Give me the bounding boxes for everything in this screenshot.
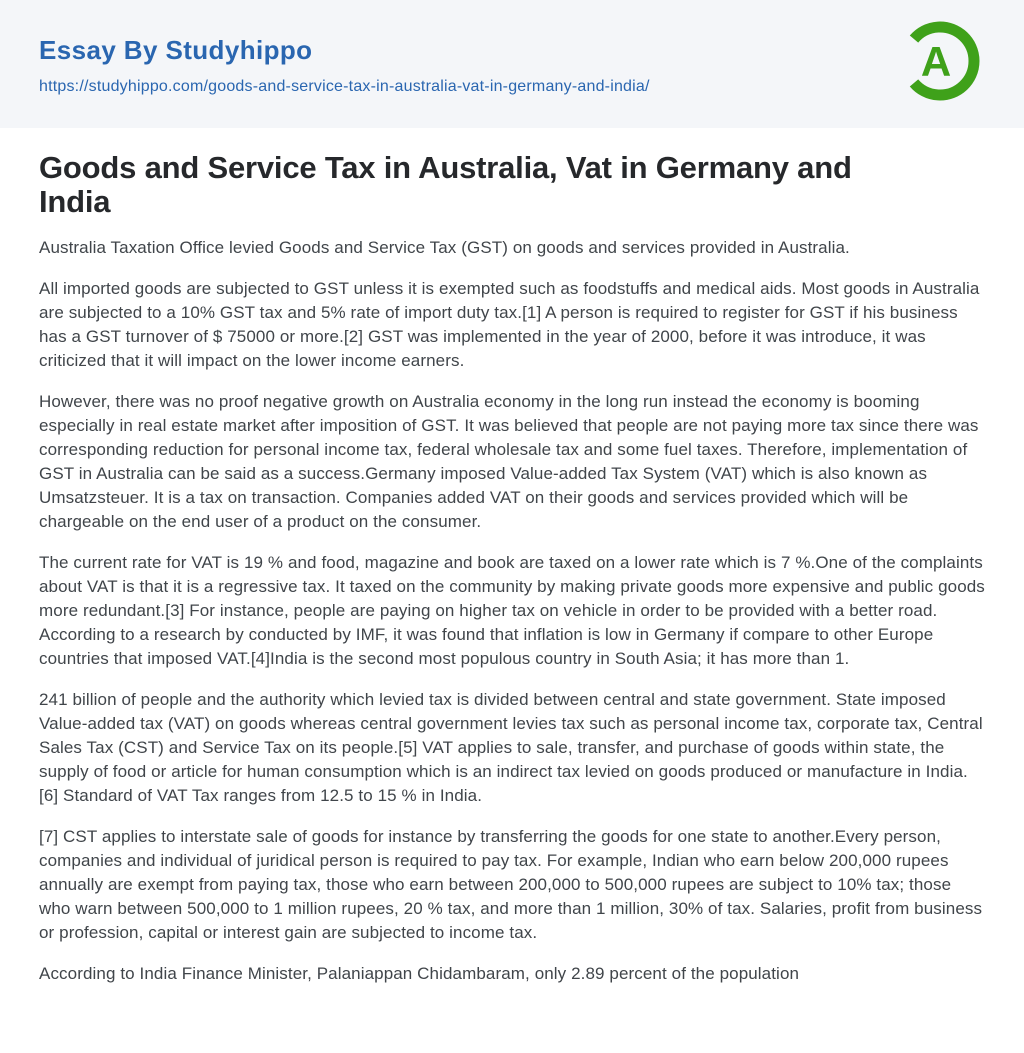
- site-title: Essay By Studyhippo: [39, 35, 313, 65]
- article-body: [39, 236, 985, 986]
- logo-letter: A: [920, 38, 952, 85]
- article-title: Goods and Service Tax in Australia, Vat in Germany and India: [39, 150, 852, 219]
- article-paragraph-6: [7] CST applies to interstate sale of goods for instance by transferring the goods for one state to another.Every person, companies and individual of juridical person is required to pay tax. For example, Indian who earn below 200,000 rupees annually are exempt from paying tax, those who earn between 200,000 to 500,000 rupees are subject to 10% tax; those who warn between 500,000 to 1 million rupees, 20 % tax, and more than 1 million, 30% of tax. Salaries, profit from business or profession, capital or interest gain are subjected to income tax.: [39, 827, 983, 942]
- article: [0, 128, 1024, 986]
- article-paragraph-1: Australia Taxation Office levied Goods and Service Tax (GST) on goods and services provided in Australia.: [39, 238, 850, 257]
- article-paragraph-3: However, there was no proof negative growth on Australia economy in the long run instead the economy is booming especially in real estate market after imposition of GST. It was believed that people are not paying more tax since there was corresponding reduction for personal income tax, federal wholesale tax and some fuel taxes. Therefore, implementation of GST in Australia can be said as a success.Germany imposed Value-added Tax System (VAT) which is also known as Umsatzsteuer. It is a tax on transaction. Companies added VAT on their goods and services provided which will be chargeable on the end user of a product on the consumer.: [39, 392, 979, 531]
- article-paragraph-2: All imported goods are subjected to GST unless it is exempted such as foodstuffs and medical aids. Most goods in Australia are subjected to a 10% GST tax and 5% rate of import duty tax.[1] A person is required to register for GST if his business has a GST turnover of $ 75000 or more.[2] GST was implemented in the year of 2000, before it was introduce, it was criticized that it will impact on the lower income earners.: [39, 279, 980, 370]
- logo-arc-icon: [895, 16, 985, 106]
- article-paragraph-7: According to India Finance Minister, Palaniappan Chidambaram, only 2.89 percent of the population: [39, 964, 800, 983]
- article-paragraph-5: 241 billion of people and the authority which levied tax is divided between central and state government. State imposed Value-added tax (VAT) on goods whereas central government levies tax such as personal income tax, corporate tax, Central Sales Tax (CST) and Service Tax on its people.[5] VAT applies to sale, transfer, and purchase of goods within state, the supply of food or article for human consumption which is an indirect tax levied on goods produced or manufacture in India.[6] Standard of VAT Tax ranges from 12.5 to 15 % in India.: [39, 690, 983, 805]
- article-paragraph-4: The current rate for VAT is 19 % and food, magazine and book are taxed on a lower rate which is 7 %.One of the complaints about VAT is that it is a regressive tax. It taxed on the community by making private goods more expensive and public goods more redundant.[3] For instance, people are paying on higher tax on vehicle in order to be provided with a better road. According to a research by conducted by IMF, it was found that inflation is low in Germany if compare to other Europe countries that imposed VAT.[4]India is the second most populous country in South Asia; it has more than 1.: [39, 553, 985, 668]
- page-header: [0, 0, 1024, 128]
- header-text: [39, 36, 985, 96]
- page-url-link[interactable]: https://studyhippo.com/goods-and-service-tax-in-australia-vat-in-germany-and-india/: [39, 77, 650, 95]
- studyhippo-logo: [895, 16, 985, 106]
